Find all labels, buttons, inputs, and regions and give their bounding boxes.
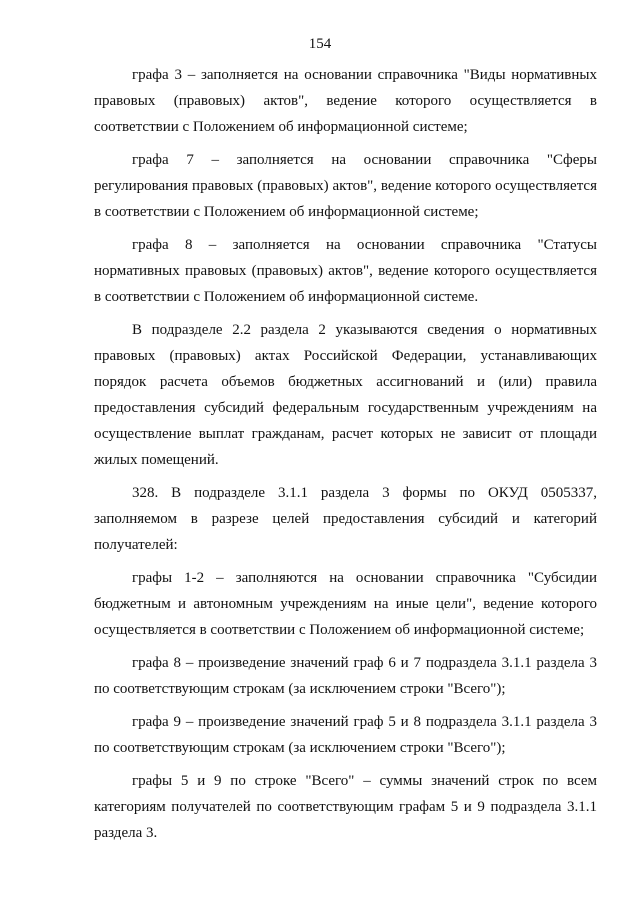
paragraph-item-328: 328. В подразделе 3.1.1 раздела 3 формы по ОКУД 0505337, заполняемом в разрезе целей предоставления субсидий и категорий получателей: bbox=[94, 485, 597, 553]
paragraph-grafa-9-product: графа 9 – произведение значений граф 5 и 8 подраздела 3.1.1 раздела 3 по соответствующим строкам (за исключением строки "Всего"); bbox=[94, 714, 597, 756]
paragraph-grafa-3: графа 3 – заполняется на основании справочника "Виды нормативных правовых (правовых) актов", ведение которого осуществляется в соответствии с Положением об информационной системе; bbox=[94, 67, 597, 135]
paragraph-subsection-2-2: В подразделе 2.2 раздела 2 указываются сведения о нормативных правовых (правовых) актах Российской Федерации, устанавливающих порядок расчета объемов бюджетных ассигнований и (или) правила предоставления субсидий федеральным государственным учреждениям на осуществление выплат гражданам, расчет которых не зависит от площади жилых помещений. bbox=[94, 322, 597, 468]
document-body bbox=[94, 62, 597, 853]
paragraph-grafa-7: графа 7 – заполняется на основании справочника "Сферы регулирования правовых (правовых) актов", ведение которого осуществляется в соответствии с Положением об информационной системе; bbox=[94, 152, 597, 220]
paragraph-grafy-1-2: графы 1-2 – заполняются на основании справочника "Субсидии бюджетным и автономным учреждениям на иные цели", ведение которого осуществляется в соответствии с Положением об информационной системе; bbox=[94, 570, 597, 638]
paragraph-grafa-8-product: графа 8 – произведение значений граф 6 и 7 подраздела 3.1.1 раздела 3 по соответствующим строкам (за исключением строки "Всего"); bbox=[94, 655, 597, 697]
page-number: 154 bbox=[308, 36, 332, 52]
paragraph-grafa-8: графа 8 – заполняется на основании справочника "Статусы нормативных правовых (правовых) актов", ведение которого осуществляется в соответствии с Положением об информационной системе. bbox=[94, 237, 597, 305]
paragraph-grafy-5-9-total: графы 5 и 9 по строке "Всего" – суммы значений строк по всем категориям получателей по соответствующим графам 5 и 9 подраздела 3.1.1 раздела 3. bbox=[94, 773, 597, 841]
